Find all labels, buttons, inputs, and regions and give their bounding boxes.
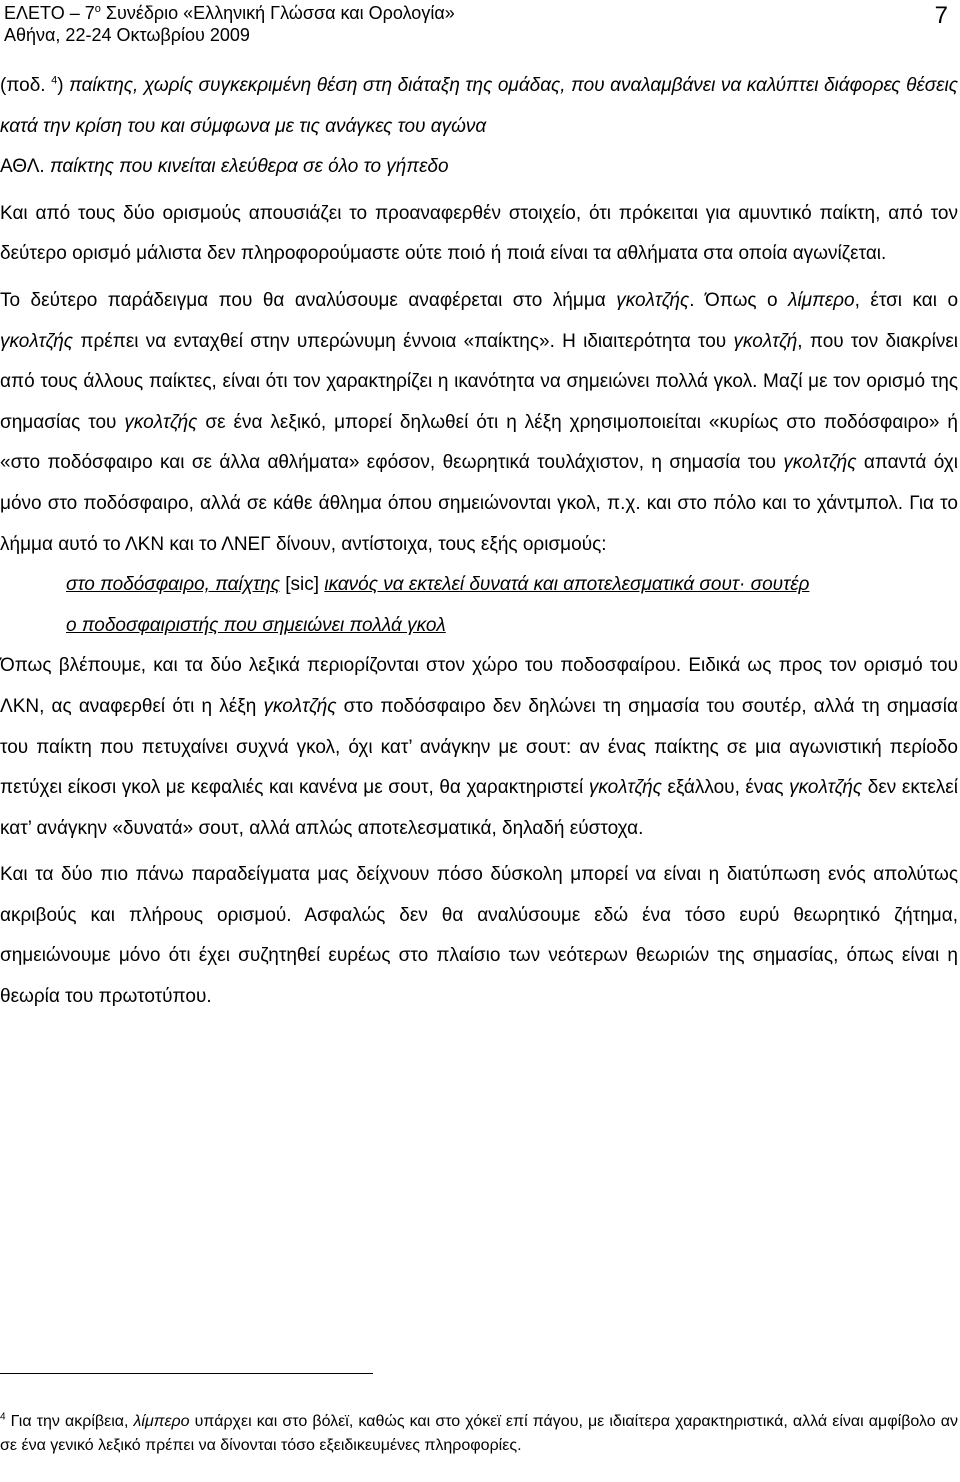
paragraph-1: Και από τους δύο ορισμούς απουσιάζει το προαναφερθέν στοιχείο, ότι πρόκειται για αμυντικό παίκτη, από τον δεύτερο ορισμό μάλιστα δεν πληροφορούμαστε ούτε ποιό ή ποιά είναι τα αθλήματα στα οποία αγωνίζεται. <box>0 202 958 265</box>
main-text <box>0 66 958 1018</box>
footnote-separator <box>0 1373 373 1374</box>
footnote-number: 4 <box>0 1411 6 1423</box>
dictionary-quote-lneg: ο ποδοσφαιριστής που σημειώνει πολλά γκολ <box>66 614 446 636</box>
paragraph-3: Όπως βλέπουμε, και τα δύο λεξικά περιορίζονται στον χώρο του ποδοσφαίρου. Ειδικά ως προς τον ορισμό του ΛΚΝ, ας αναφερθεί ότι η λέξη γκολτζής στο ποδόσφαιρο δεν δηλώνει τη σημασία του σουτέρ, αλλά τη σημασία του παίκτη που πετυχαίνει συχνά γκολ, όχι κατ’ ανάγκην με σουτ: αν ένας παίκτης σε μια αγωνιστική περίοδο πετύχει είκοσι γκολ με κεφαλιές και κανένα με σουτ, θα χαρακτηριστεί γκολτζής εξάλλου, ένας γκολτζής δεν εκτελεί κατ’ ανάγκην «δυνατά» σουτ, αλλά απλώς αποτελεσματικά, δηλαδή εύστοχα. <box>0 655 958 839</box>
paragraph-2: Το δεύτερο παράδειγμα που θα αναλύσουμε αναφέρεται στο λήμμα γκολτζής. Όπως ο λίμπερο, έτσι και ο γκολτζής πρέπει να ενταχθεί στην υπερώνυμη έννοια «παίκτης». Η ιδιαιτερότητα του γκολτζή, που τον διακρίνει από τους άλλους παίκτες, είναι ότι τον χαρακτηρίζει η ικανότητα να σημειώνει πολλά γκολ. Μαζί με τον ορισμό της σημασίας του γκολτζής σε ένα λεξικό, μπορεί δηλωθεί ότι η λέξη χρησιμοποιείται «κυρίως στο ποδόσφαιρο» ή «στο ποδόσφαιρο και σε άλλα αθλήματα» εφόσον, θεωρητικά τουλάχιστον, η σημασία του γκολτζής απαντά όχι μόνο στο ποδόσφαιρο, αλλά σε κάθε άθλημα όπου σημειώνονται γκολ, π.χ. και στο πόλο και το χάντμπολ. Για το λήμμα αυτό το ΛΚΝ και το ΛΝΕΓ δίνουν, αντίστοιχα, τους εξής ορισμούς: <box>0 289 959 555</box>
definition-1: (ποδ. $^4$) παίκτης, χωρίς συγκεκριμένη θέση στη διάταξη της ομάδας, που αναλαμβάνει να καλύπτει διάφορες θέσεις κατά την κρίση του και σύμφωνα με τις ανάγκες του αγώνα <box>0 74 958 137</box>
conference-title: ΕΛΕΤΟ – $7^o$ Συνέδριο «Ελληνική Γλώσσα και Ορολογία» <box>4 3 455 23</box>
conference-dates: Αθήνα, 22-24 Οκτωβρίου 2009 <box>4 25 250 45</box>
paragraph-4: Και τα δύο πιο πάνω παραδείγματα μας δείχνουν πόσο δύσκολη μπορεί να είναι η διατύπωση ενός απολύτως ακριβούς και πλήρους ορισμού. Ασφαλώς δεν θα αναλύσουμε εδώ ένα τόσο ευρύ θεωρητικό ζήτημα, σημειώνουμε μόνο ότι έχει συζητηθεί ευρέως στο πλαίσιο των νεότερων θεωριών της σημασίας, όπως είναι η θεωρία του πρωτοτύπου. <box>0 864 958 1008</box>
page-number: 7 <box>934 2 948 29</box>
footnote-reference[interactable]: 4 <box>51 74 58 87</box>
dictionary-quote-lkn: στο ποδόσφαιρο, παίχτης [sic] ικανός να εκτελεί δυνατά και αποτελεσματικά σουτ· σουτέρ <box>66 574 810 596</box>
definition-2: ΑΘΛ. παίκτης που κινείται ελεύθερα σε όλο το γήπεδο <box>0 156 449 178</box>
running-header <box>4 2 956 46</box>
footnote: $^4$ Για την ακρίβεια, λίμπερο υπάρχει και στο βόλεϊ, καθώς και στο χόκεϊ επί πάγου, με ιδιαίτερα χαρακτηριστικά, αλλά είναι αμφίβολο αν σε ένα γενικό λεξικό πρέπει να δίνονται τόσο εξειδικευμένες πληροφορίες. <box>0 1411 958 1454</box>
